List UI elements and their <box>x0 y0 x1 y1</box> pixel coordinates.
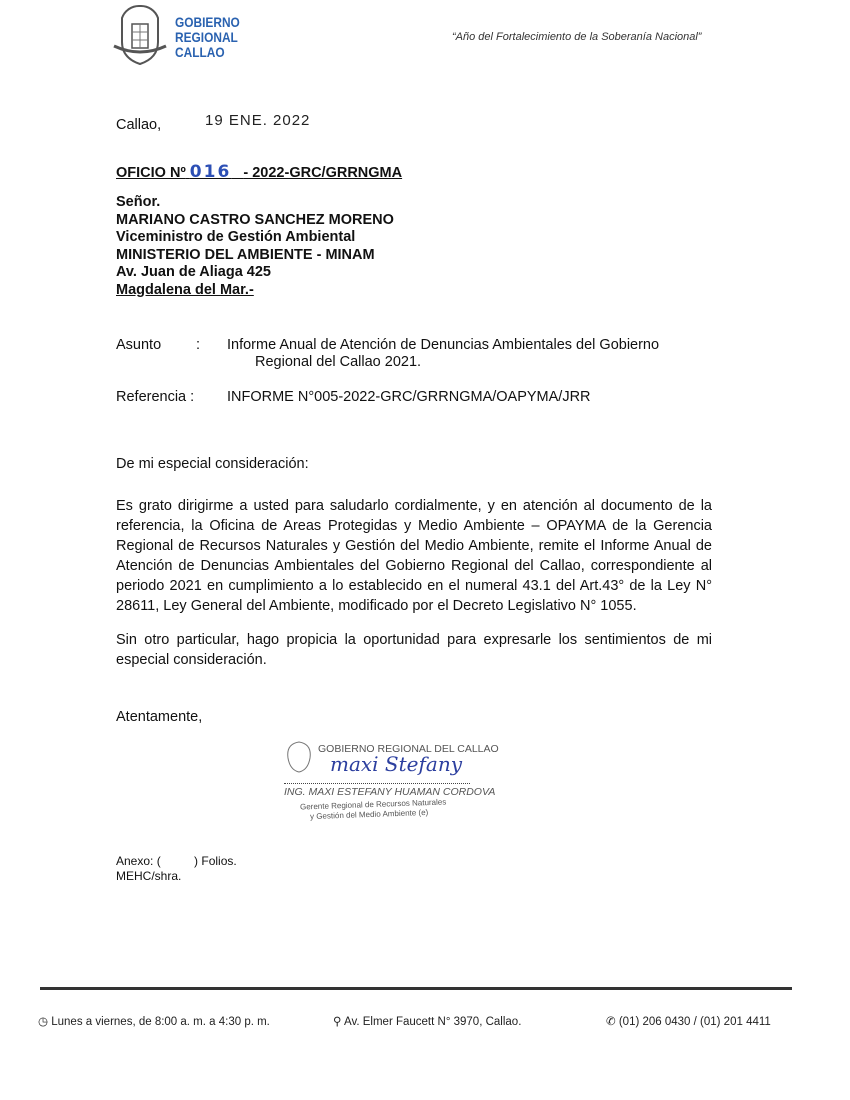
phone-text: (01) 206 0430 / (01) 201 4411 <box>618 1016 771 1028</box>
date-stamp: 19 ENE. 2022 <box>205 112 311 129</box>
oficio-suffix: - 2022-GRC/GRRNGMA <box>243 165 403 181</box>
signer-name: ING. MAXI ESTEFANY HUAMAN CORDOVA <box>284 786 496 798</box>
year-motto: “Año del Fortalecimiento de la Soberanía Nacional” <box>452 31 702 43</box>
subject-text: Informe Anual de Atención de Denuncias Ambientales del Gobierno <box>227 337 660 353</box>
addressee-line: Viceministro de Gestión Ambiental <box>116 229 356 245</box>
addressee-line: MINISTERIO DEL AMBIENTE - MINAM <box>116 246 375 263</box>
addressee-line: MARIANO CASTRO SANCHEZ MORENO <box>116 211 394 228</box>
clock-icon: ◷ <box>38 1016 49 1028</box>
signer-title: Gerente Regional de Recursos Naturales <box>299 797 447 812</box>
handwritten-signature: maxi Stefany <box>330 752 463 776</box>
oficio-number <box>116 162 402 182</box>
org-line: GOBIERNO <box>175 14 240 30</box>
addressee-block <box>116 194 394 299</box>
signature-org: GOBIERNO REGIONAL DEL CALLAO <box>318 743 499 755</box>
initials: MEHC/shra. <box>116 869 182 883</box>
body-paragraph: Es grato dirigirme a usted para saludarlo cordialmente, y en atención al documento de la referencia, la Oficina de Areas Protegidas y Medio Ambiente – OPAYMA de la Gerencia Regional de Recursos Naturales y Gestión del Medio Ambiente, remite el Informe Anual de Atención de Denuncias Ambientales del Gobierno Regional del Callao, correspondiente al periodo 2021 en cumplimiento a lo establecido en el numeral 43.1 del Art.43° de la Ley N° 28611, Ley General del Ambiente, modificado por el Decreto Legislativo N° 1055. <box>116 498 712 614</box>
footer-divider <box>40 987 792 990</box>
reference-label: Referencia : <box>116 389 195 405</box>
subject-colon: : <box>196 337 201 353</box>
footer-phone <box>606 1014 771 1028</box>
addressee-line: Señor. <box>116 194 161 210</box>
phone-icon: ✆ <box>606 1016 616 1028</box>
oficio-prefix: OFICIO Nº <box>116 165 186 181</box>
org-line: CALLAO <box>175 44 225 60</box>
hours-text: Lunes a viernes, de 8:00 a. m. a 4:30 p. m. <box>51 1016 270 1028</box>
oficio-handwritten-number: 016 <box>189 162 232 182</box>
address-text: Av. Elmer Faucett N° 3970, Callao. <box>344 1016 522 1028</box>
org-line: REGIONAL <box>175 29 238 45</box>
addressee-line: Av. Juan de Aliaga 425 <box>116 264 271 280</box>
location-pin-icon: ⚲ <box>333 1016 342 1028</box>
regional-seal-logo <box>112 2 168 66</box>
closing: Atentamente, <box>116 709 203 725</box>
subject-label: Asunto <box>116 337 162 353</box>
body-paragraph: Sin otro particular, hago propicia la oportunidad para expresarle los sentimientos de mi especial consideración. <box>116 632 712 668</box>
reference-value: INFORME N°005-2022-GRC/GRRNGMA/OAPYMA/JRR <box>227 389 591 405</box>
subject-text: Regional del Callao 2021. <box>255 354 422 370</box>
signature-seal-icon <box>284 740 314 774</box>
footer-address <box>333 1014 521 1028</box>
addressee-line: Magdalena del Mar.- <box>116 281 254 298</box>
date-place: Callao, <box>116 117 162 133</box>
org-name <box>175 15 240 60</box>
signature-line <box>284 783 470 784</box>
signer-title: y Gestión del Medio Ambiente (e) <box>309 807 429 822</box>
greeting: De mi especial consideración: <box>116 456 309 472</box>
footer-hours <box>38 1014 270 1028</box>
annex: Anexo: ( ) Folios. <box>116 854 237 868</box>
